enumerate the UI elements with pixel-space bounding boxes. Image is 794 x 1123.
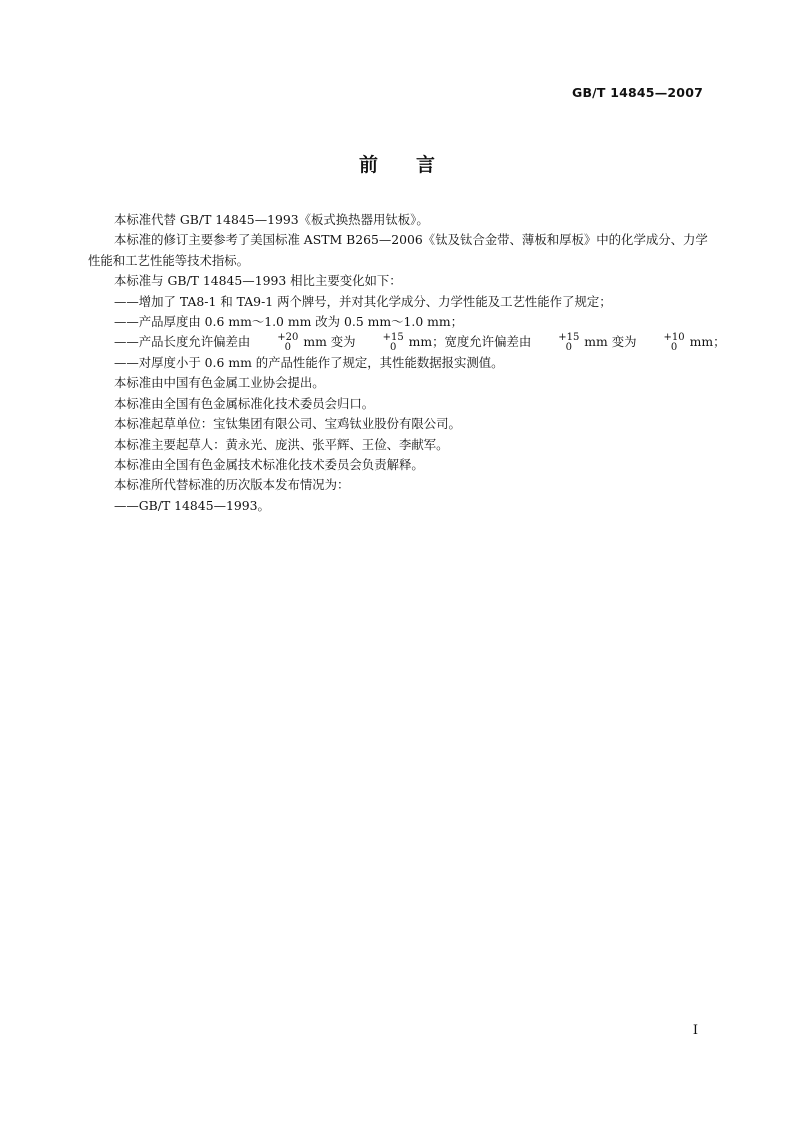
tolerance-text: mm 变为 (580, 334, 637, 350)
tolerance-upper: +10 (663, 331, 685, 343)
tolerance-lower: 0 (389, 341, 397, 353)
paragraph-interpretation: 本标准由全国有色金属技术标准化技术委员会负责解释。 (114, 456, 424, 472)
tolerance-width-old (532, 333, 579, 353)
change-item-tolerances (88, 331, 726, 353)
change-item-thickness: ——产品厚度由 0.6 mm～1.0 mm 改为 0.5 mm～1.0 mm； (114, 314, 464, 330)
paragraph-supersedes: 本标准代替 GB/T 14845—1993《板式换热器用钛板》。 (114, 212, 429, 227)
tolerance-lower: 0 (284, 341, 292, 353)
paragraph-administered-by: 本标准由全国有色金属标准化技术委员会归口。 (114, 395, 375, 411)
tolerance-text: mm 变为 (299, 334, 356, 350)
tolerance-lower: 0 (670, 341, 678, 353)
page-title: 前言 (358, 154, 473, 176)
tolerance-length-old (251, 333, 298, 353)
tolerance-upper: +15 (382, 331, 404, 343)
paragraph-history-intro: 本标准所代替标准的历次版本发布情况为： (114, 477, 350, 493)
tolerance-upper: +20 (277, 331, 299, 343)
change-item-thin-products: ——对厚度小于 0.6 mm 的产品性能作了规定，其性能数据报实测值。 (114, 354, 504, 370)
standard-code: GB/T 14845—2007 (571, 85, 703, 100)
paragraph-revision-reference: 本标准的修订主要参考了美国标准 ASTM B265—2006《钛及钛合金带、薄板和厚板》中的化学成分、力学性能和工艺性能等技术指标。 (88, 232, 708, 268)
tolerance-text: mm； (685, 334, 726, 350)
tolerance-width-new (638, 333, 685, 353)
tolerance-text: ——产品长度允许偏差由 (114, 334, 251, 350)
paragraph-changes-intro: 本标准与 GB/T 14845—1993 相比主要变化如下： (114, 273, 402, 289)
tolerance-upper: +15 (558, 331, 580, 343)
page-number: I (692, 1023, 698, 1038)
paragraph-proposed-by: 本标准由中国有色金属工业协会提出。 (114, 375, 325, 391)
paragraph-drafting-units: 本标准起草单位：宝钛集团有限公司、宝鸡钛业股份有限公司。 (114, 416, 461, 432)
foreword-body (88, 210, 726, 516)
tolerance-lower: 0 (565, 341, 572, 353)
tolerance-text: mm；宽度允许偏差由 (404, 334, 532, 350)
history-item: ——GB/T 14845—1993。 (114, 497, 270, 513)
paragraph-drafters: 本标准主要起草人：黄永光、庞洪、张平辉、王俭、李献军。 (114, 436, 449, 452)
tolerance-length-new (357, 333, 404, 353)
change-item-grades: ——增加了 TA8-1 和 TA9-1 两个牌号，并对其化学成分、力学性能及工艺性能作了规定； (114, 293, 612, 309)
